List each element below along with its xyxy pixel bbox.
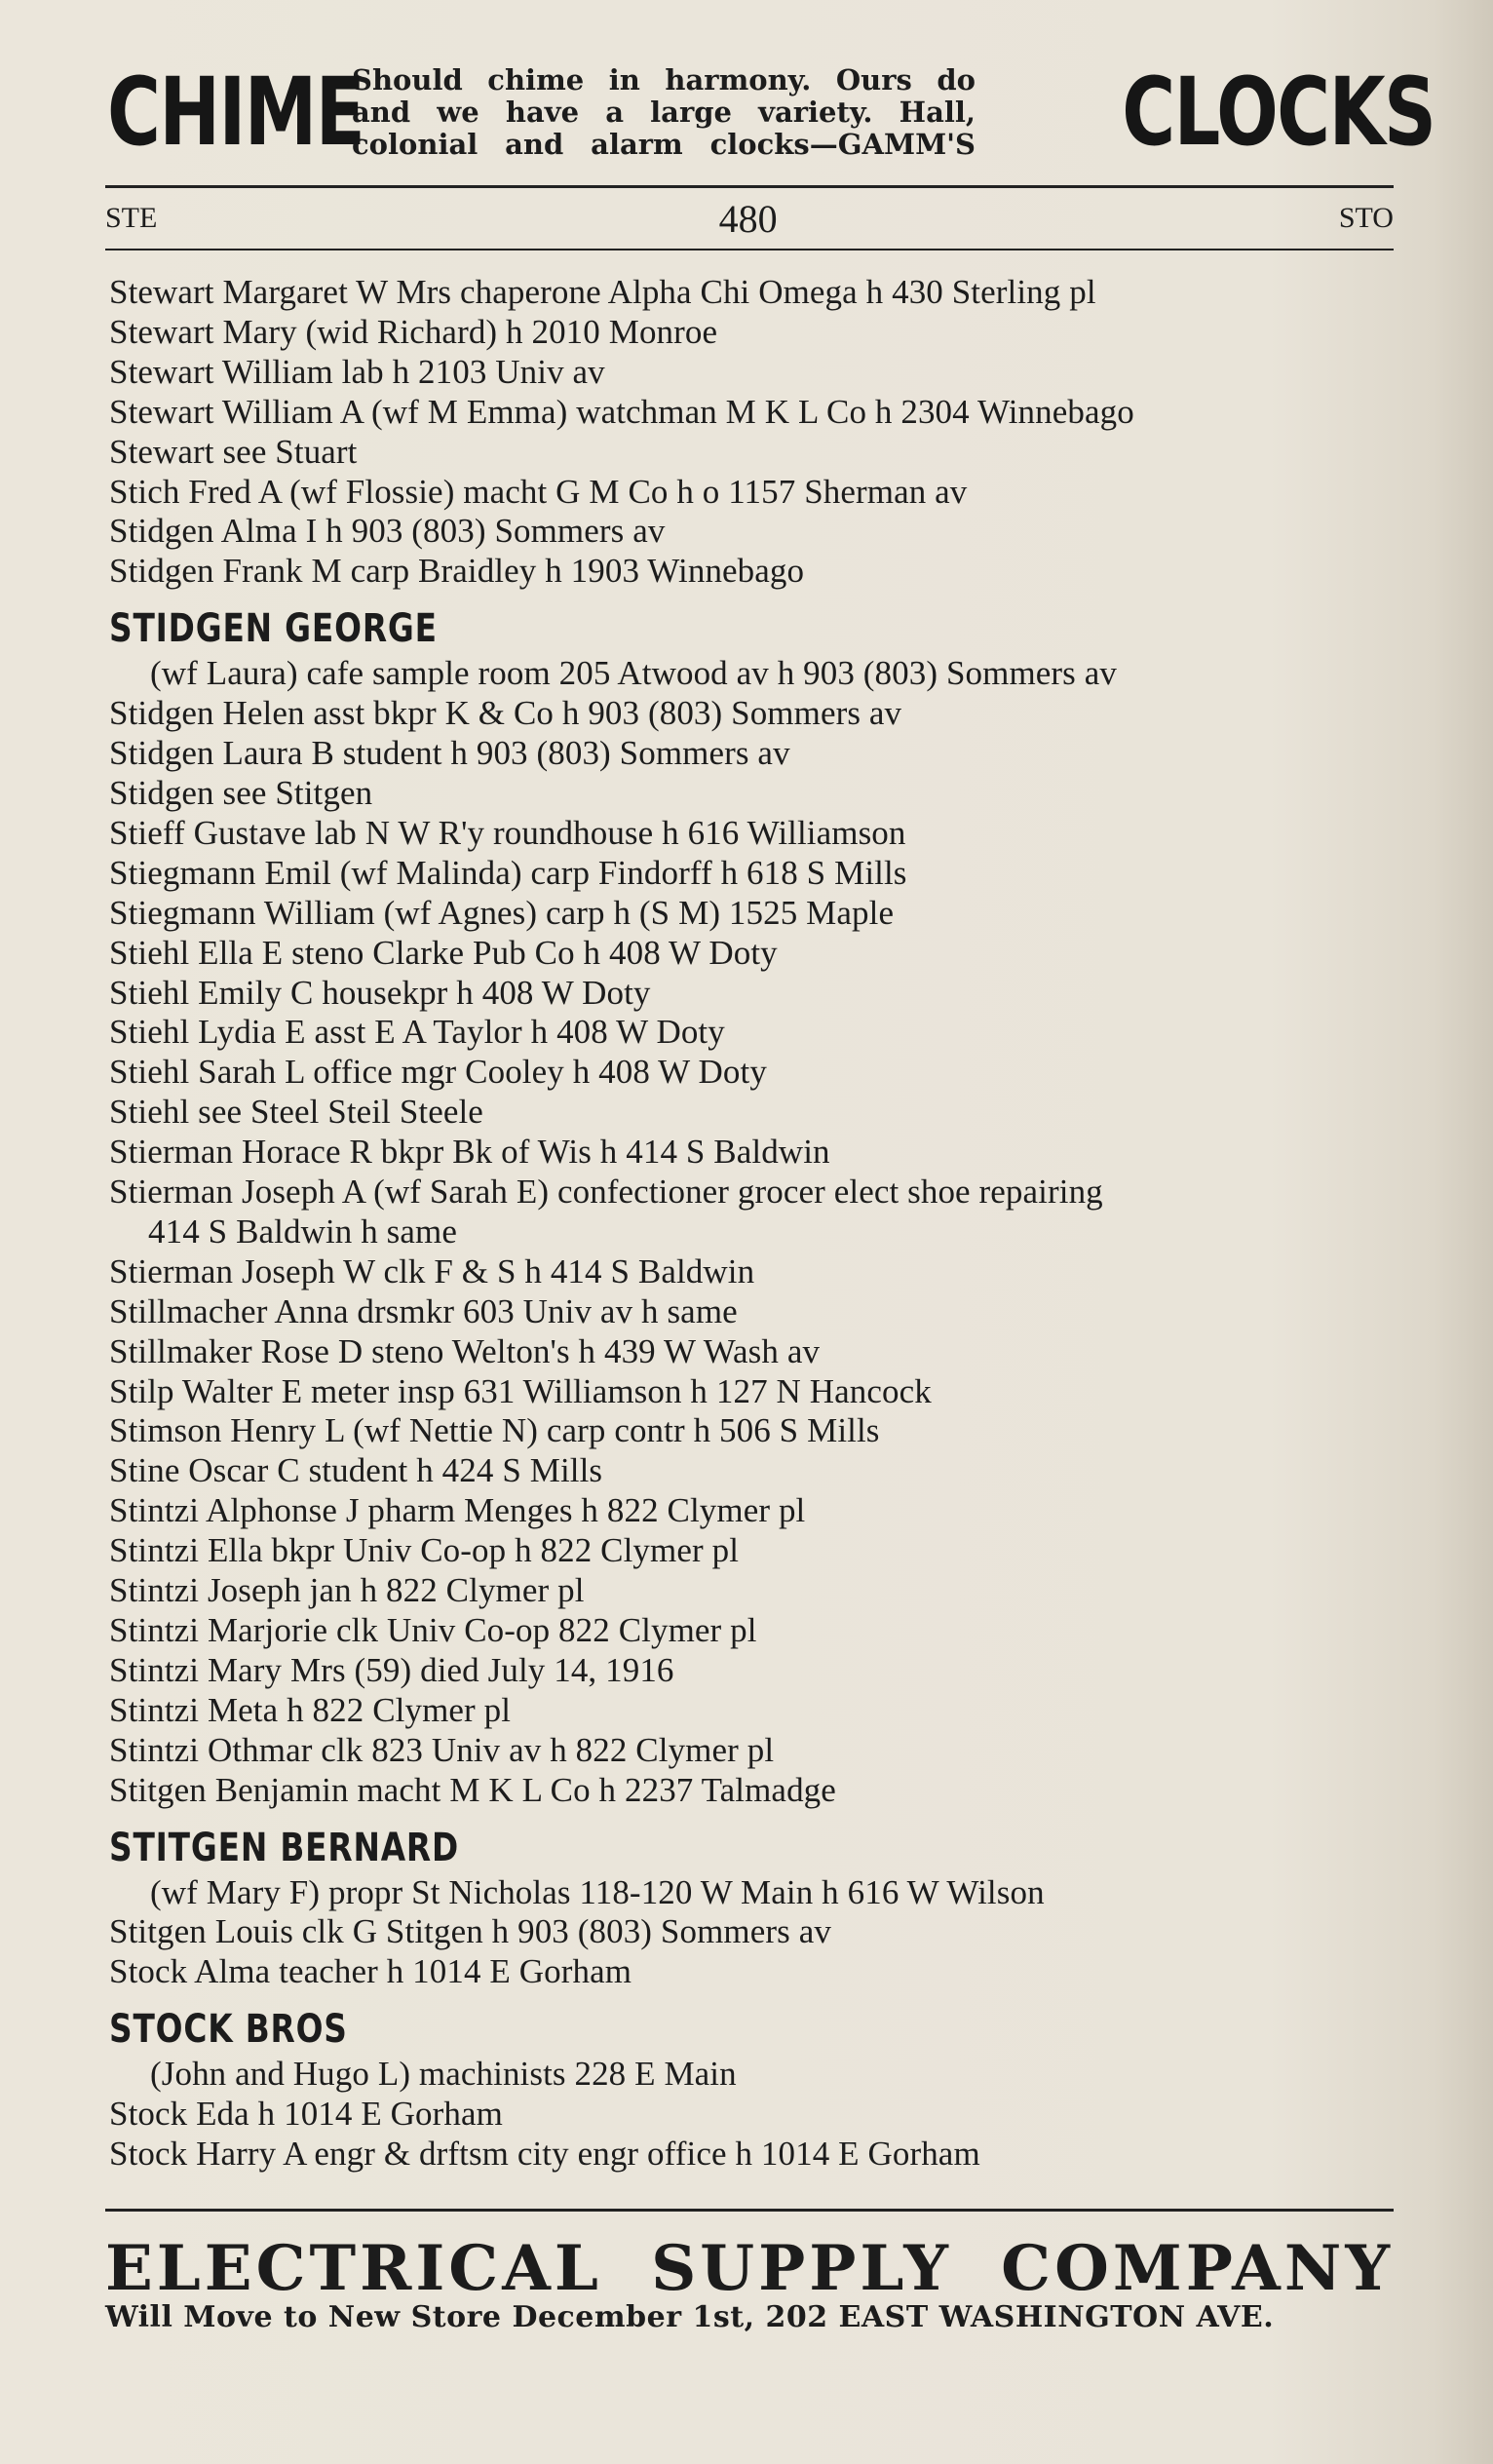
directory-entry [109, 854, 1396, 894]
top-advertisement [107, 58, 1436, 167]
entry-heading: STOCK BROS [109, 2007, 348, 2053]
entry-text: Stidgen Helen asst bkpr K & Co h 903 (803) Sommers av [109, 694, 902, 733]
entry-text: Stierman Joseph A (wf Sarah E) confectioner grocer elect shoe repairing [109, 1173, 1103, 1212]
directory-entry [109, 814, 1396, 854]
bottom-ad-title [105, 2232, 1394, 2305]
directory-entry [109, 1691, 1396, 1731]
directory-entry [109, 894, 1396, 934]
directory-entry [109, 974, 1396, 1014]
directory-entry [109, 433, 1396, 473]
entry-text: Stock Alma teacher h 1014 E Gorham [109, 1952, 632, 1991]
entry-text: Stitgen Louis clk G Stitgen h 903 (803) Sommers av [109, 1912, 831, 1951]
entry-text: Stintzi Marjorie clk Univ Co-op 822 Clymer pl [109, 1611, 757, 1649]
entry-text: Stidgen Frank M carp Braidley h 1903 Winnebago [109, 552, 805, 591]
entry-heading: STIDGEN GEORGE [109, 606, 438, 652]
bottom-ad-title-word: COMPANY [1001, 2232, 1394, 2305]
entry-text: Stewart William lab h 2103 Univ av [109, 352, 605, 391]
directory-entries [109, 273, 1396, 2175]
ad-copy-line: and we have a large variety. Hall, [352, 95, 976, 129]
directory-entry [109, 1491, 1396, 1531]
directory-entry [109, 1173, 1396, 1252]
entry-text: Stiehl Sarah L office mgr Cooley h 408 W Doty [109, 1053, 767, 1092]
footer-divider [105, 2209, 1394, 2212]
entry-text: Stich Fred A (wf Flossie) macht G M Co h o 1157 Sherman av [109, 472, 968, 511]
entry-text: Stidgen see Stitgen [109, 773, 373, 812]
entry-text: Stintzi Joseph jan h 822 Clymer pl [109, 1571, 585, 1610]
entry-text: Stiehl Lydia E asst E A Taylor h 408 W Doty [109, 1013, 725, 1052]
ad-copy-line: Should chime in harmony. Ours do [352, 62, 976, 96]
entry-text: Stieff Gustave lab N W R'y roundhouse h 616 Williamson [109, 813, 906, 852]
entry-text: (wf Mary F) propr St Nicholas 118-120 W Main h 616 W Wilson [150, 1872, 1045, 1911]
directory-entry [109, 393, 1396, 433]
entry-text: Stierman Horace R bkpr Bk of Wis h 414 S Baldwin [109, 1133, 830, 1172]
ad-right-word: CLOCKS [1122, 58, 1436, 167]
entry-text: Stidgen Alma I h 903 (803) Sommers av [109, 512, 666, 551]
bottom-ad-title-word: ELECTRICAL [105, 2232, 602, 2305]
directory-entry [109, 694, 1396, 734]
entry-text: Stillmacher Anna drsmkr 603 Univ av h same [109, 1291, 738, 1330]
entry-text: Stewart Margaret W Mrs chaperone Alpha Chi Omega h 430 Sterling pl [109, 273, 1096, 311]
directory-entry [109, 734, 1396, 774]
entry-text: Stierman Joseph W clk F & S h 414 S Baldwin [109, 1251, 755, 1290]
directory-entry [109, 1053, 1396, 1093]
directory-entry [109, 1771, 1396, 1811]
entry-text: Stock Harry A engr & drftsm city engr office h 1014 E Gorham [109, 2135, 980, 2174]
running-header [105, 191, 1394, 246]
directory-entry [109, 1571, 1396, 1611]
directory-entry [109, 1952, 1396, 1992]
entry-text: Stintzi Ella bkpr Univ Co-op h 822 Clymer pl [109, 1531, 740, 1570]
bottom-ad-subtitle: Will Move to New Store December 1st, 202 EAST WASHINGTON AVE. [105, 2300, 1275, 2334]
directory-entry [109, 1873, 1396, 1913]
entry-text: Stewart see Stuart [109, 432, 358, 471]
entry-text: Stitgen Benjamin macht M K L Co h 2237 Talmadge [109, 1770, 836, 1809]
header-divider-top [105, 185, 1394, 188]
directory-entry [109, 1912, 1396, 1952]
entry-text: Stiehl see Steel Steil Steele [109, 1093, 483, 1132]
directory-entry [109, 1013, 1396, 1053]
directory-entry [109, 1292, 1396, 1332]
entry-text: Stintzi Othmar clk 823 Univ av h 822 Clymer pl [109, 1730, 775, 1769]
entry-text: Stintzi Mary Mrs (59) died July 14, 1916 [109, 1650, 674, 1689]
directory-entry [109, 353, 1396, 393]
entry-text: Stintzi Alphonse J pharm Menges h 822 Clymer pl [109, 1491, 806, 1530]
entry-text: (John and Hugo L) machinists 228 E Main [150, 2055, 737, 2094]
entry-text: Stiegmann Emil (wf Malinda) carp Findorff h 618 S Mills [109, 853, 907, 892]
directory-entry [109, 934, 1396, 974]
entry-text: Stine Oscar C student h 424 S Mills [109, 1451, 603, 1490]
page-number: 480 [718, 196, 778, 241]
directory-entry [109, 313, 1396, 353]
directory-entry [109, 1451, 1396, 1491]
entry-text: Stintzi Meta h 822 Clymer pl [109, 1690, 512, 1729]
entry-text: Stillmaker Rose D steno Welton's h 439 W Wash av [109, 1331, 821, 1370]
entry-text: Stimson Henry L (wf Nettie N) carp contr h 506 S Mills [109, 1411, 880, 1450]
entry-text: Stiehl Ella E steno Clarke Pub Co h 408 W Doty [109, 933, 778, 972]
directory-entry [109, 2135, 1396, 2175]
directory-entry [109, 1651, 1396, 1691]
header-divider-bottom [105, 249, 1394, 250]
directory-entry [109, 512, 1396, 552]
ad-copy-line: colonial and alarm clocks—GAMM'S [352, 127, 976, 161]
entry-text: Stewart William A (wf M Emma) watchman M K L Co h 2304 Winnebago [109, 392, 1134, 431]
entry-text: Stewart Mary (wid Richard) h 2010 Monroe [109, 312, 718, 351]
entry-text: Stock Eda h 1014 E Gorham [109, 2095, 503, 2134]
entry-heading: STITGEN BERNARD [109, 1825, 460, 1870]
entry-text: Stiegmann William (wf Agnes) carp h (S M) 1525 Maple [109, 893, 895, 932]
running-header-right: STO [1338, 202, 1394, 234]
directory-entry [109, 1731, 1396, 1771]
entry-text: Stiehl Emily C housekpr h 408 W Doty [109, 973, 651, 1012]
entry-text: Stidgen Laura B student h 903 (803) Sommers av [109, 734, 790, 773]
directory-entry [109, 1411, 1396, 1451]
ad-left-word: CHIME [107, 58, 364, 167]
running-header-left: STE [105, 202, 158, 234]
entry-text: Stilp Walter E meter insp 631 Williamson h 127 N Hancock [109, 1371, 932, 1410]
directory-entry [109, 2055, 1396, 2095]
entry-text: (wf Laura) cafe sample room 205 Atwood av h 903 (803) Sommers av [150, 654, 1117, 693]
directory-entry [109, 473, 1396, 513]
directory-entry [109, 654, 1396, 694]
directory-entry [109, 1133, 1396, 1173]
directory-entry [109, 1252, 1396, 1292]
directory-entry [109, 1372, 1396, 1412]
bottom-ad-title-word: SUPPLY [651, 2232, 952, 2305]
directory-entry [109, 774, 1396, 814]
directory-entry [109, 1531, 1396, 1571]
directory-entry [109, 273, 1396, 313]
directory-entry [109, 1093, 1396, 1133]
entry-continuation: 414 S Baldwin h same [148, 1212, 457, 1251]
directory-entry [109, 1611, 1396, 1651]
directory-entry [109, 552, 1396, 592]
directory-entry [109, 2095, 1396, 2135]
directory-entry [109, 1332, 1396, 1372]
ad-copy [352, 64, 976, 161]
